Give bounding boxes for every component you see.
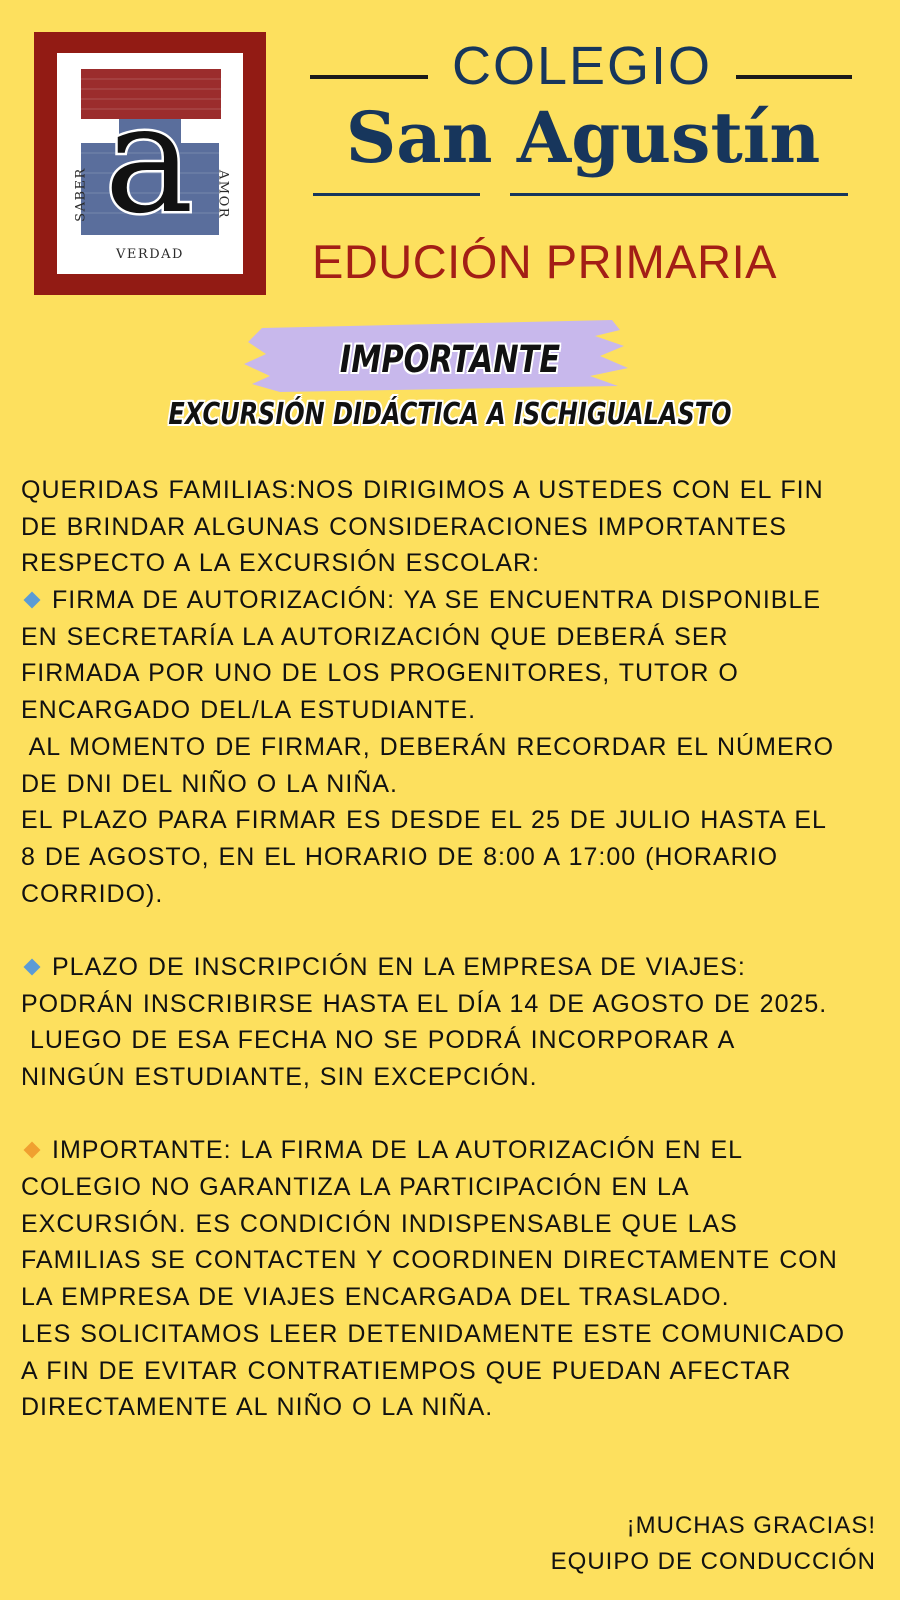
thanks-text: ¡MUCHAS GRACIAS! (626, 1512, 876, 1539)
section1-line: FIRMA DE AUTORIZACIÓN: YA SE ENCUENTRA DISPONIBLE (52, 586, 822, 615)
section1-line: CORRIDO). (21, 879, 164, 908)
section3-heading-line (21, 1132, 891, 1169)
divider-left (310, 75, 428, 79)
school-logo (34, 32, 266, 295)
school-name-underline-1 (313, 193, 480, 196)
signature-text: EQUIPO DE CONDUCCIÓN (550, 1548, 876, 1575)
svg-text:a: a (104, 73, 194, 247)
blue-diamond-icon (24, 591, 41, 608)
section3-line: LA EMPRESA DE VIAJES ENCARGADA DEL TRASLADO. (21, 1283, 730, 1312)
section1-line: EL PLAZO PARA FIRMAR ES DESDE EL 25 DE JULIO HASTA EL (21, 806, 827, 835)
divider-right (736, 75, 852, 79)
section2-line: NINGÚN ESTUDIANTE, SIN EXCEPCIÓN. (21, 1063, 538, 1091)
closing-block (276, 1508, 876, 1580)
logo-word-amor: AMOR (215, 169, 231, 220)
logo-emblem (57, 53, 243, 274)
excursion-title: EXCURSIÓN DIDÁCTICA A ISCHIGUALASTO (168, 397, 732, 432)
section2-heading-line (21, 949, 891, 986)
spacer (21, 1096, 891, 1133)
section3-line: FAMILIAS SE CONTACTEN Y COORDINEN DIRECTAMENTE CON (21, 1246, 838, 1275)
school-name: San Agustín (345, 96, 821, 179)
section1-line: DE DNI DEL NIÑO O LA NIÑA. (21, 769, 398, 798)
section1-line: ENCARGADO DEL/LA ESTUDIANTE. (21, 696, 477, 725)
intro-line: DE BRINDAR ALGUNAS CONSIDERACIONES IMPORTANTES (21, 512, 787, 541)
announcement-body (21, 472, 891, 1426)
section2-line: PLAZO DE INSCRIPCIÓN EN LA EMPRESA DE VIAJES: (52, 952, 746, 981)
important-title: IMPORTANTE (339, 338, 561, 381)
intro-line: RESPECTO A LA EXCURSIÓN ESCOLAR: (21, 549, 541, 578)
section1-line: AL MOMENTO DE FIRMAR, DEBERÁN RECORDAR EL NÚMERO (21, 732, 835, 761)
section2-line: LUEGO DE ESA FECHA NO SE PODRÁ INCORPORAR A (21, 1026, 736, 1055)
blue-diamond-icon (24, 958, 41, 975)
logo-word-verdad: VERDAD (116, 247, 184, 262)
logo-word-saber: SABER (73, 167, 89, 222)
section3-line: COLEGIO NO GARANTIZA LA PARTICIPACIÓN EN LA (21, 1173, 690, 1202)
intro-line: QUERIDAS FAMILIAS:NOS DIRIGIMOS A USTEDES CON EL FIN (21, 476, 824, 504)
section3-line: LES SOLICITAMOS LEER DETENIDAMENTE ESTE COMUNICADO (21, 1319, 846, 1348)
section1-line: FIRMADA POR UNO DE LOS PROGENITORES, TUTOR O (21, 659, 739, 688)
section1-line: EN SECRETARÍA LA AUTORIZACIÓN QUE DEBERÁ SER (21, 622, 729, 651)
logo-letter-a (57, 53, 243, 274)
section2-line: PODRÁN INSCRIBIRSE HASTA EL DÍA 14 DE AGOSTO DE 2025. (21, 989, 828, 1018)
school-level: EDUCIÓN PRIMARIA (312, 235, 777, 288)
spacer (21, 912, 891, 949)
colegio-label: COLEGIO (451, 36, 713, 96)
section3-line: A FIN DE EVITAR CONTRATIEMPOS QUE PUEDAN AFECTAR (21, 1356, 792, 1385)
section3-line: EXCURSIÓN. ES CONDICIÓN INDISPENSABLE QUE LAS (21, 1209, 738, 1238)
orange-diamond-icon (24, 1142, 41, 1159)
section3-line: DIRECTAMENTE AL NIÑO O LA NIÑA. (21, 1393, 494, 1422)
section1-line: 8 DE AGOSTO, EN EL HORARIO DE 8:00 A 17:00 (HORARIO (21, 842, 779, 871)
section1-heading-line (21, 582, 891, 619)
school-name-underline-2 (510, 193, 848, 196)
section3-line: IMPORTANTE: LA FIRMA DE LA AUTORIZACIÓN EN EL (52, 1136, 744, 1165)
colegio-heading (308, 36, 854, 96)
